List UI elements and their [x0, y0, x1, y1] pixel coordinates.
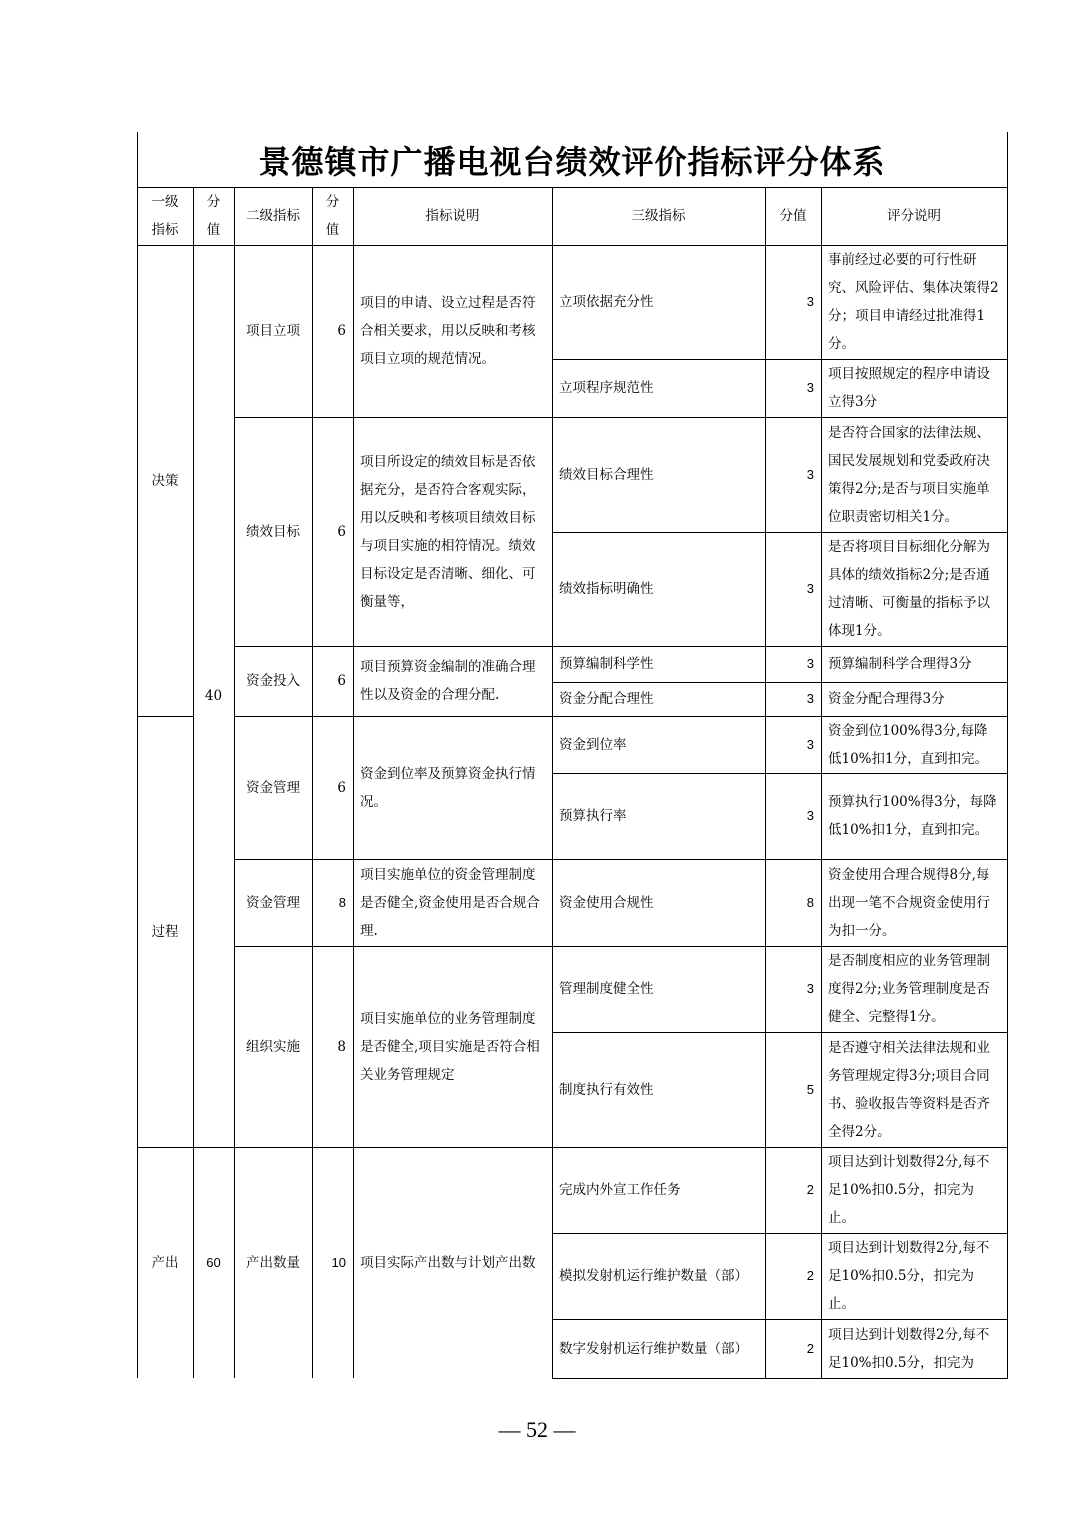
- level3-desc: 资金到位100%得3分,每降低10%扣1分，直到扣完。: [828, 722, 989, 767]
- level1-name: 产出: [151, 1254, 179, 1271]
- level3-desc: 资金使用合理合规得8分,每出现一笔不合规资金使用行为扣一分。: [828, 866, 990, 939]
- level3-desc: 预算执行100%得3分，每降低10%扣1分，直到扣完。: [828, 794, 997, 838]
- level3-score: 3: [806, 808, 814, 823]
- level3-desc: 预算编制科学合理得3分: [828, 656, 972, 672]
- level3-score: 3: [806, 581, 814, 596]
- level2-score: 6: [337, 673, 346, 689]
- level2-name: 项目立项: [246, 323, 300, 339]
- level3-name: 预算执行率: [559, 808, 627, 824]
- level2-desc: 项目的申请、设立过程是否符合相关要求，用以反映和考核项目立项的规范情况。: [360, 295, 536, 367]
- level3-desc: 是否遵守相关法律法规和业务管理规定得3分;项目合同书、验收报告等资料是否齐全得2分。: [828, 1039, 990, 1140]
- level1-score: 60: [206, 1254, 221, 1270]
- level2-score: 8: [337, 1038, 346, 1055]
- level3-desc: 项目达到计划数得2分,每不足10%扣0.5分，扣完为止。: [828, 1240, 990, 1312]
- header-level3: 三级指标: [631, 208, 686, 224]
- level3-name: 制度执行有效性: [559, 1081, 654, 1098]
- level3-name: 模拟发射机运行维护数量（部）: [559, 1268, 748, 1284]
- level3-name: 立项程序规范性: [559, 380, 654, 396]
- level3-score: 2: [806, 1340, 814, 1356]
- level3-score: 3: [806, 656, 814, 671]
- level2-name: 资金管理: [246, 779, 300, 796]
- header-level1: 一级指标: [151, 194, 179, 238]
- level2-desc: 项目所设定的绩效目标是否依据充分，是否符合客观实际，用以反映和考核项目绩效目标与项目实施的相符情况。绩效目标设定是否清晰、细化、可衡量等，: [360, 453, 536, 610]
- level3-score: 3: [806, 294, 814, 309]
- header-level3-desc: 评分说明: [887, 208, 941, 224]
- level2-score: 6: [337, 779, 346, 796]
- level3-score: 3: [806, 736, 814, 752]
- header-level1-score: 分值: [206, 194, 221, 238]
- level2-desc: 项目实际产出数与计划产出数: [360, 1254, 536, 1271]
- level2-desc: 项目预算资金编制的准确合理性以及资金的合理分配.: [360, 659, 536, 703]
- table-rule: [552, 1378, 1008, 1379]
- level1-name: 决策: [151, 472, 179, 489]
- level2-desc: 项目实施单位的业务管理制度是否健全,项目实施是否符合相关业务管理规定: [360, 1010, 540, 1083]
- level3-score: 2: [806, 1182, 814, 1197]
- level2-name: 产出数量: [246, 1254, 300, 1271]
- level3-score: 3: [806, 380, 814, 395]
- level3-name: 完成内外宣工作任务: [559, 1182, 681, 1198]
- level3-score: 5: [806, 1081, 814, 1097]
- level2-desc: 项目实施单位的资金管理制度是否健全,资金使用是否合规合理.: [360, 866, 540, 939]
- level1-name: 过程: [151, 923, 179, 940]
- level3-name: 绩效指标明确性: [559, 581, 654, 597]
- level3-name: 资金使用合规性: [559, 894, 654, 911]
- header-level2-score: 分值: [325, 194, 340, 238]
- header-level3-score: 分值: [779, 208, 807, 224]
- table-rule: [1007, 132, 1008, 1378]
- level2-score: 10: [331, 1254, 346, 1270]
- level2-name: 组织实施: [246, 1038, 300, 1055]
- level3-desc: 项目达到计划数得2分,每不足10%扣0.5分，扣完为止。: [828, 1154, 990, 1226]
- level2-desc: 资金到位率及预算资金执行情况。: [360, 765, 536, 810]
- level3-desc: 事前经过必要的可行性研究、风险评估、集体决策得2分；项目申请经过批准得1分。: [828, 252, 999, 352]
- document-title: 景德镇市广播电视台绩效评价指标评分体系: [258, 143, 886, 181]
- header-level2: 二级指标: [246, 208, 300, 224]
- level3-score: 2: [806, 1268, 814, 1283]
- level3-desc: 是否制度相应的业务管理制度得2分;业务管理制度是否健全、完整得1分。: [828, 953, 990, 1025]
- header-level2-desc: 指标说明: [425, 208, 480, 224]
- level1-score: 40: [204, 688, 223, 704]
- level3-name: 预算编制科学性: [559, 656, 654, 672]
- level2-score: 8: [338, 894, 346, 910]
- level3-name: 绩效目标合理性: [559, 466, 654, 483]
- level3-name: 资金分配合理性: [559, 691, 654, 707]
- level3-desc: 是否将项目目标细化分解为具体的绩效指标2分;是否通过清晰、可衡量的指标予以体现1分。: [828, 539, 990, 639]
- level3-name: 管理制度健全性: [559, 981, 654, 997]
- level3-name: 数字发射机运行维护数量（部）: [559, 1340, 748, 1357]
- level3-score: 8: [806, 894, 814, 910]
- page-number: — 52 —: [498, 1417, 576, 1442]
- level2-name: 资金管理: [246, 894, 300, 911]
- level3-score: 3: [806, 691, 814, 706]
- level3-desc: 资金分配合理得3分: [828, 691, 945, 707]
- level3-score: 3: [806, 466, 814, 482]
- level2-name: 资金投入: [246, 673, 300, 689]
- level3-score: 3: [806, 981, 814, 996]
- level2-name: 绩效目标: [246, 523, 300, 540]
- level3-desc: 项目按照规定的程序申请设立得3分: [828, 366, 990, 410]
- level2-score: 6: [337, 523, 346, 540]
- level3-desc: 是否符合国家的法律法规、国民发展规划和党委政府决策得2分;是否与项目实施单位职责密切相关1分。: [828, 424, 990, 525]
- level3-name: 立项依据充分性: [559, 294, 654, 310]
- level3-name: 资金到位率: [559, 736, 627, 753]
- level2-score: 6: [337, 323, 346, 339]
- level3-desc: 项目达到计划数得2分,每不足10%扣0.5分，扣完为: [828, 1326, 990, 1371]
